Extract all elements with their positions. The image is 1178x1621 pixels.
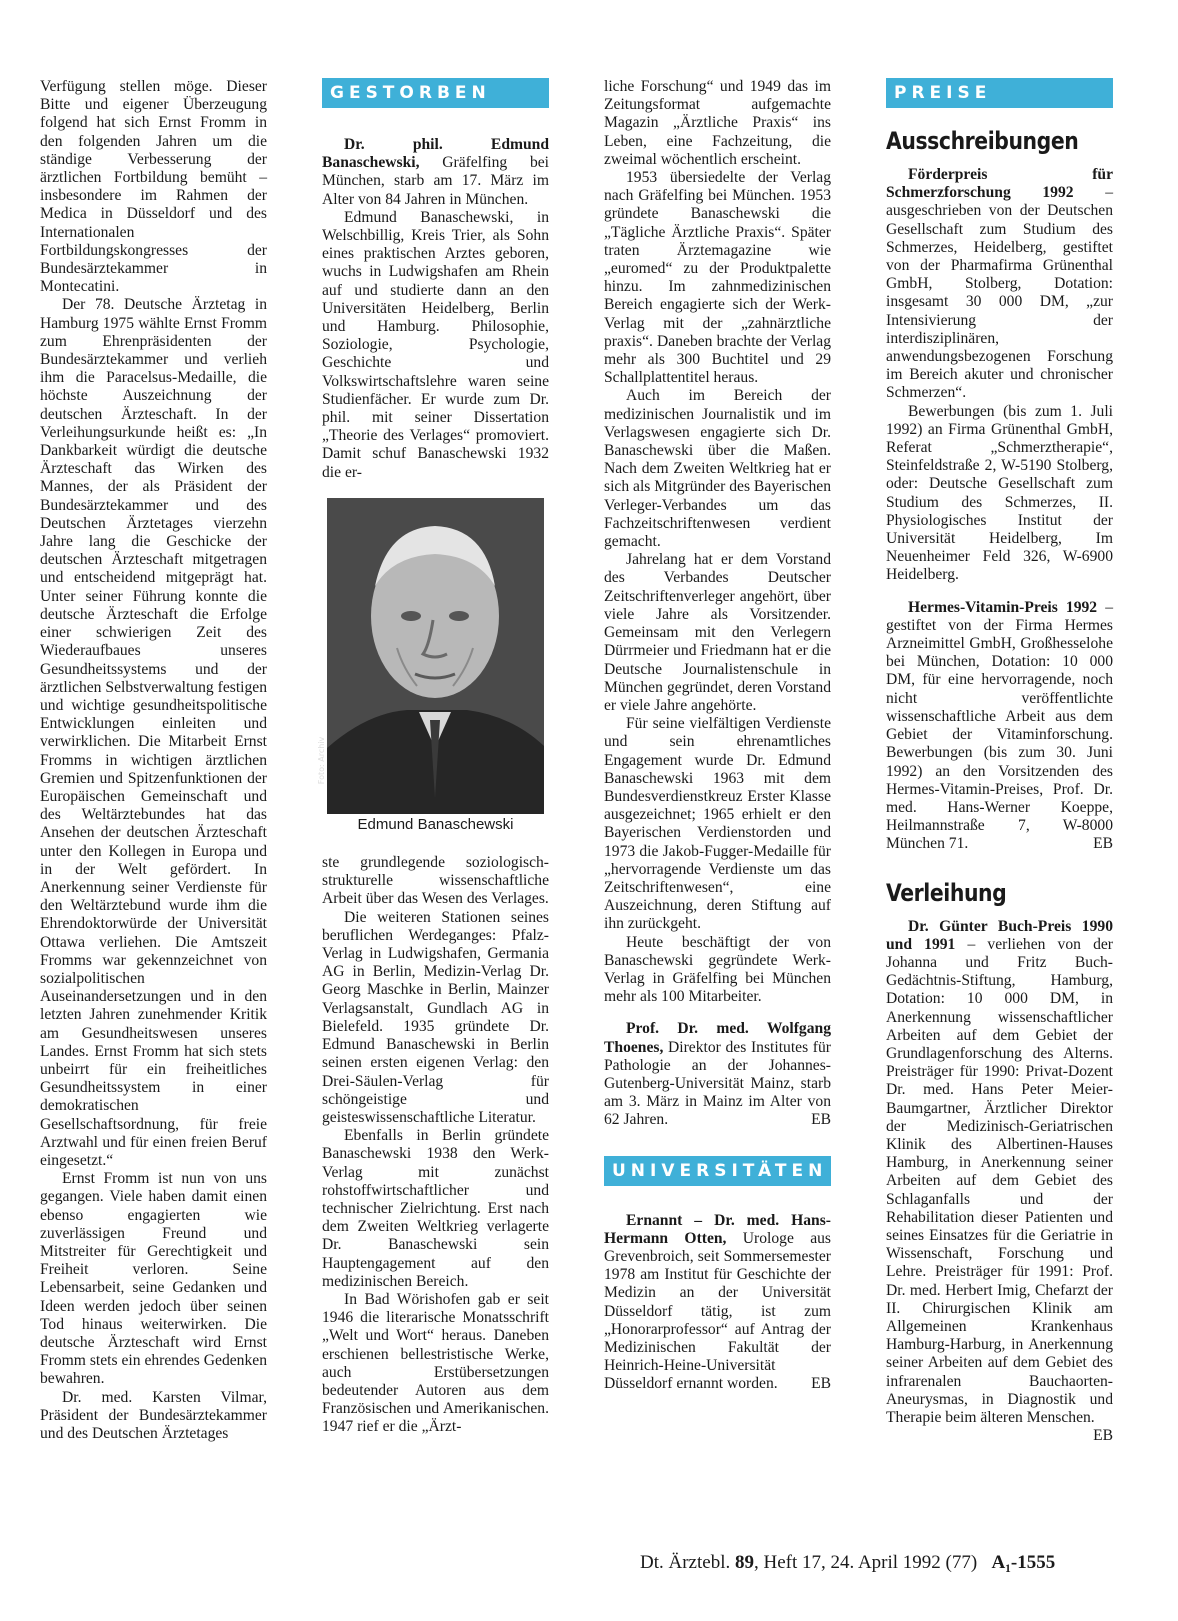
- author-initials: EB: [811, 1375, 831, 1393]
- prize-name: Dr. Günter Buch-Preis 1990 und 1991: [886, 917, 1113, 953]
- paragraph: liche Forschung“ und 1949 das im Zeitungsformat aufgemachte Magazin „Ärztliche Praxis“ ins Leben, eine Fachzeitung, die zweimal wöchentlich erscheint.: [604, 78, 831, 168]
- prize-text: – gestiftet von der Firma Hermes Arzneimittel GmbH, Großhesselohe bei München, Dotation: 10 000 DM, für eine hervorragende, noch nicht veröffentlichte wissenschaftliche Arbeit aus dem Gebiet der Vitaminforschung. Bewerbungen (bis zum 30. Juni 1992) an den Vorsitzenden des Hermes-Vitamin-Preises, Prof. Dr. med. Hans-Werner Koeppe, Heilmannstraße 7, W-8000 München 71.: [886, 598, 1113, 853]
- name-bold: Prof. Dr. med. Wolfgang Thoenes,: [604, 1020, 831, 1056]
- paragraph: 1953 übersiedelte der Verlag nach Gräfelfing bei München. 1953 gründete Banaschewski die „Tägliche Ärztliche Praxis“. Später traten Ärztemagazine wie „euromed“ zu der Produktpalette hinzu. Im zahnmedizinischen Bereich engagierte sich der Werk-Verlag mit der „zahnärztliche praxis“. Daneben brachte der Verlag mehr als 300 Buchtitel und 29 Schallplattentitel heraus.: [604, 169, 831, 387]
- prize-text: – ausgeschrieben von der Deutschen Gesellschaft zum Studium des Schmerzes, Heidelberg, gestiftet von der Pharmafirma Grünenthal GmbH, Stolberg, Dotation: insgesamt 30 000 DM, „zur Intensivierung der interdisziplinären, anwendungsbezogenen Forschung im Bereich akuter und chronischer Schmerzen“.: [886, 184, 1113, 402]
- signature: Dr. med. Karsten Vilmar, Präsident der Bundesärztekammer und des Deutschen Ärztetages: [40, 1388, 267, 1443]
- journal-name: Dt. Ärztebl.: [640, 1552, 735, 1573]
- paragraph: ste grundlegende soziologisch-strukturelle wissenschaftliche Arbeit über das Wesen des Verlages.: [322, 854, 549, 908]
- photo-caption: Edmund Banaschewski: [357, 815, 514, 833]
- volume-number: 89: [734, 1552, 754, 1573]
- prize-text: – verliehen von der Johanna und Fritz Buch-Gedächtnis-Stiftung, Hamburg, Dotation: 10 000 DM, in Anerkennung wissenschaftlicher Arbeiten auf dem Gebiet der Grundlagenforschung des Alterns. Preisträger für 1990: Privat-Dozent Dr. med. Hans Peter Meier-Baumgartner, Ärztlicher Direktor der Medizinisch-Geriatrischen Klinik des Albertinen-Hauses Hamburg, in Anerkennung seiner Arbeiten auf dem Gebiet des Schlaganfalls und der Rehabilitation dieser Patienten und seines Einsatzes für die Geriatrie in Wissenschaft, Forschung und Lehre. Preisträger für 1991: Prof. Dr. med. Herbert Imig, Chefarzt der II. Chirurgischen Klinik am Allgemeinen Krankenhaus Hamburg-Harburg, in Anerkennung seiner Arbeiten auf dem Gebiet des infrarenalen Bauchaorten-Aneurysmas, in Diagnostik und Therapie beim älteren Menschen.: [886, 935, 1113, 1426]
- paragraph: Die weiteren Stationen seines beruflichen Werdeganges: Pfalz-Verlag in Ludwigshafen, Germania AG in Berlin, Medizin-Verlag Dr. Georg Maschke in Berlin, Mainzer Verlagsanstalt, Gundlach AG in Bielefeld. 1935 gründete Dr. Edmund Banaschewski in Berlin seinen ersten eigenen Verlag: den Drei-Säulen-Verlag für schöngeistige und geisteswissenschaftliche Literatur.: [322, 908, 549, 1126]
- paragraph: Ernst Fromm ist nun von uns gegangen. Viele haben damit einen ebenso engagierten wie zuverlässigen Freund und Mitstreiter für Gerechtigkeit und Freiheit verloren. Seine Lebensarbeit, seine Gedanken und Ideen werden jedoch über seinen Tod hinaus weiterwirken. Die deutsche Ärzteschaft wird Ernst Fromm stets ein ehrendes Gedenken bewahren.: [40, 1170, 267, 1388]
- section-band-universitaeten: UNIVERSITÄTEN: [604, 1156, 831, 1186]
- paragraph: Auch im Bereich der medizinischen Journalistik und im Verlagswesen engagierte sich Dr. Banaschewski über die Maßen. Nach dem Zweiten Weltkrieg hat er sich als Mitgründer des Bayerischen Verleger-Verbandes um das Fachzeitschriftenwesen verdient gemacht.: [604, 387, 831, 551]
- heading-ausschreibungen: Ausschreibungen: [886, 127, 1079, 155]
- prize-name: Hermes-Vitamin-Preis 1992: [908, 598, 1098, 616]
- paragraph: Jahrelang hat er dem Vorstand des Verbandes Deutscher Zeitschriftenverleger angehört, über viele Jahre als Vorsitzender. Gemeinsam mit den Verlegern Dürrmeier und Friedmann hat er die Deutsche Journalistenschule in München gegründet, deren Vorstand er viele Jahre angehörte.: [604, 551, 831, 714]
- photo-credit: Foto: Archiv: [316, 736, 326, 784]
- lead-text: Gräfelfing bei München, starb am 17. März im Alter von 84 Jahren in München.: [322, 154, 549, 208]
- paragraph: Bewerbungen (bis zum 1. Juli 1992) an Firma Grünenthal GmbH, Referat „Schmerztherapie“, Steinfeldstraße 2, W-5190 Stolberg, oder: Deutsche Gesellschaft zum Studium des Schmerzes, II. Physiologisches Institut der Universität Heidelberg, Im Neuenheimer Feld 326, W-6900 Heidelberg.: [886, 402, 1113, 584]
- author-initials: EB: [811, 1111, 831, 1129]
- prize-buch: [886, 917, 1113, 1445]
- column-3: [604, 78, 831, 1394]
- appointment-text: Urologe aus Grevenbroich, seit Sommersemester 1978 am Institut für Geschichte der Medizin an der Universität Düsseldorf tätig, ist zum „Honorarprofessor“ auf Antrag der Medizinischen Fakultät der Heinrich-Heine-Universität Düsseldorf ernannt worden.: [604, 1229, 831, 1393]
- issue-info: , Heft 17, 24. April 1992 (77): [753, 1552, 978, 1573]
- paragraph: Heute beschäftigt der von Banaschewski gegründete Werk-Verlag in Gräfelfing bei München mehr als 100 Mitarbeiter.: [604, 933, 831, 1006]
- paragraph: Edmund Banaschewski, in Welschbillig, Kreis Trier, als Sohn eines praktischen Arztes geboren, wuchs in Ludwigshafen am Rhein auf und studierte dann an den Universitäten Heidelberg, Berlin und Hamburg. Philosophie, Soziologie, Psychologie, Geschichte und Volkswirtschaftslehre waren seine Studienfächer. Er wurde zum Dr. phil. mit seiner Dissertation „Theorie des Verlages“ promoviert. Damit schuf Banaschewski 1932 die er-: [322, 208, 549, 481]
- prize-hermes: [886, 599, 1113, 854]
- column-1: [40, 78, 267, 1443]
- obituary-text: Direktor des Institutes für Pathologie an der Johannes-Gutenberg-Universität Mainz, starb am 3. März in Mainz im Alter von 62 Jahren.: [604, 1038, 831, 1129]
- obituary-lead: [322, 136, 549, 209]
- portrait-photo: [316, 498, 544, 814]
- paragraph: In Bad Wörishofen gab er seit 1946 die literarische Monatsschrift „Welt und Wort“ heraus. Daneben erschienen bellestristische Werke, auch Erstübersetzungen bedeutender Autoren aus dem Französischen und Amerikanischen. 1947 rief er die „Ärzt-: [322, 1290, 549, 1436]
- paragraph: Ebenfalls in Berlin gründete Banaschewski 1938 den Werk-Verlag mit zunächst rohstoffwirtschaftlicher und technischer Zielrichtung. Erst nach dem Zweiten Weltkrieg verlagerte Dr. Banaschewski sein Hauptengagement auf den medizinischen Bereich.: [322, 1127, 549, 1290]
- paragraph: Verfügung stellen möge. Dieser Bitte und eigener Überzeugung folgend hat sich Ernst Fromm in den folgenden Jahren um die ständige Verbesserung der ärztlichen Fortbildung bemüht – insbesondere im Rahmen der Medica in Düsseldorf und des Internationalen Fortbildungskongresses der Bundesärztekammer in Montecatini.: [40, 78, 267, 296]
- column-2: [316, 78, 549, 1437]
- section-band-gestorben: GESTORBEN: [322, 78, 549, 108]
- name-bold: Ernannt – Dr. med. Hans-Hermann Otten,: [604, 1211, 831, 1247]
- paragraph: Der 78. Deutsche Ärztetag in Hamburg 1975 wählte Ernst Fromm zum Ehrenpräsidenten der Bundesärztekammer und verlieh ihm die Paracelsus-Medaille, die höchste Auszeichnung der deutschen Ärzteschaft. In der Verleihungsurkunde heißt es: „In Dankbarkeit würdigt die deutsche Ärzteschaft das Wirken des Mannes, der als Präsident der Bundesärztekammer und des Deutschen Ärztetages vierzehn Jahre lang die Geschicke der deutschen Ärzteschaft mitgetragen und entscheidend mitgeprägt hat. Unter seiner Führung konnte die deutsche Ärzteschaft die Erfolge einer schwierigen Zeit des Wiederaufbaues unseres Gesundheitssystems und der ärztlichen Selbstverwaltung festigen und wichtige gesundheitspolitische Entwicklungen einleiten und verwirklichen. Die Mitarbeit Ernst Fromms in wichtigen ärztlichen Gremien und Spitzenfunktionen der Europäischen Gemeinschaft und des Weltärztebundes hat das Ansehen der deutschen Ärzteschaft unter den Kollegen in Europa und in der Welt gefördert. In Anerkennung seiner Verdienste für den Weltärztebund wurde ihm die Ehrendoktorwürde der Universität Ottawa verliehen. Die Amtszeit Fromms war gekennzeichnet von sozialpolitischen Auseinandersetzungen und in den letzten Jahren zunehmender Kritik am Gesundheitswesen unseres Landes. Ernst Fromm hat sich stets unbeirrt für ein freiheitliches Gesundheitssystem in einer demokratischen Gesellschaftsordnung, für freie Arztwahl und für einen freien Beruf eingesetzt.“: [40, 296, 267, 1169]
- page-number: A₁-1555: [991, 1552, 1056, 1573]
- prize-name: Förderpreis für Schmerzforschung 1992: [886, 166, 1113, 202]
- author-initials: EB: [1093, 835, 1113, 853]
- obituary-thoenes: [604, 1020, 831, 1129]
- name-bold: Dr. phil. Edmund Banaschewski,: [322, 136, 549, 172]
- prize-schmerzforschung: [886, 166, 1113, 403]
- paragraph: Für seine vielfältigen Verdienste und sein ehrenamtliches Engagement wurde Dr. Edmund Banaschewski 1963 mit dem Bundesverdienstkreuz Erster Klasse ausgezeichnet; 1965 erhielt er den Bayerischen Verdienstorden und 1973 die Jakob-Fugger-Medaille für „hervorragende Verdienste um das Zeitschriftenwesen“, eine Auszeichnung, deren Stiftung auf ihn zurückgeht.: [604, 715, 831, 933]
- section-band-preise: PREISE: [886, 78, 1113, 108]
- heading-verleihung: Verleihung: [886, 878, 1007, 907]
- appointment-otten: [604, 1212, 831, 1394]
- column-4: [886, 78, 1113, 1445]
- page-footer: [640, 1552, 1055, 1574]
- author-initials: EB: [1093, 1427, 1113, 1445]
- portrait-illustration: [327, 498, 544, 814]
